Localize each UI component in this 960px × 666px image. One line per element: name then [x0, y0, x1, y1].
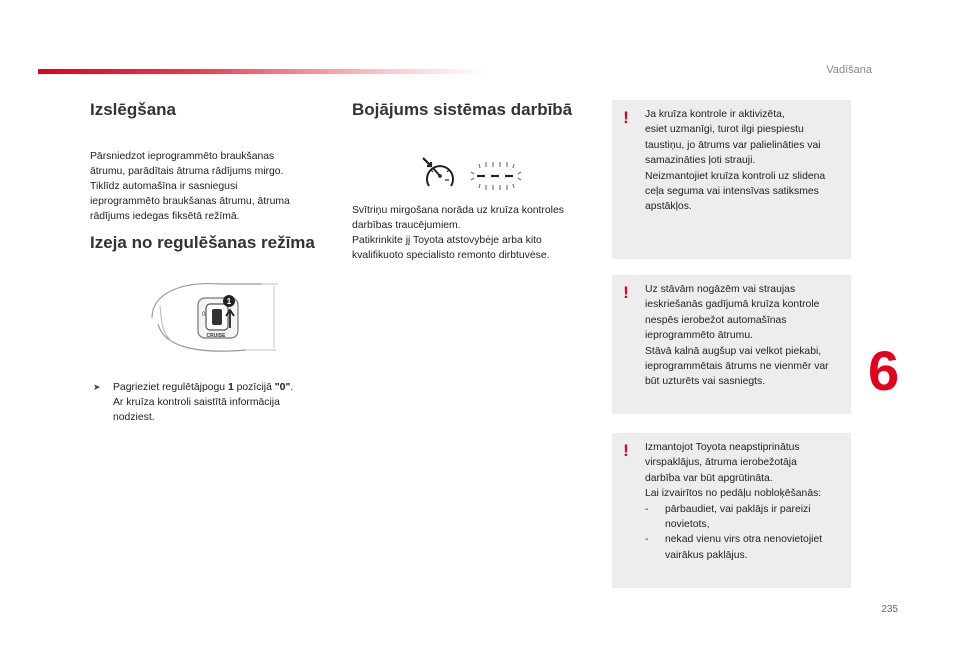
bullet-line: Ar kruīza kontroli saistītā informācija [113, 397, 280, 408]
lever-callout-number: 1 [226, 297, 232, 306]
warning-line: taustiņu, jo ātrums var palielināties vai [645, 139, 821, 151]
warning-line: esiet uzmanīgi, turot ilgi piespiestu [645, 124, 804, 136]
warning-line: ceļa seguma vai intensīvas satiksmes [645, 186, 819, 198]
chapter-title: Vadīšana [826, 64, 872, 76]
paragraph-line: Svītriņu mirgošana norāda uz kruīza kontroles [352, 205, 564, 216]
warning-exclamation-icon: ! [623, 108, 629, 127]
warning-line: Uz stāvām nogāzēm vai straujas [645, 284, 796, 295]
dash-item-line: pārbaudiet, vai paklājs ir pareizi [665, 503, 811, 515]
warning-line: virspaklājus, ātruma ierobežotāja [645, 457, 797, 469]
paragraph-line: darbības traucējumiem. [352, 220, 461, 231]
warning-exclamation-icon: ! [623, 441, 629, 460]
warning-line: Neizmantojiet kruīza kontroli uz slidena [645, 170, 826, 182]
section-heading-izslegsana: Izslēgšana [90, 100, 176, 119]
warning-line: būt uzturēts vai sasniegts. [645, 376, 766, 388]
paragraph-line: ieprogrammēto braukšanas ātrumu, ātruma [90, 196, 290, 207]
warning-line: Ja kruīza kontrole ir aktivizēta, [645, 109, 785, 120]
cruise-lever-illustration [150, 276, 280, 358]
warning-line: Lai izvairītos no pedāļu nobloķēšanās: [645, 488, 822, 500]
malfunction-paragraph [352, 203, 602, 263]
paragraph-line: kvalifikuoto specialisto remonto dirbtuvėse. [352, 250, 550, 261]
instruction-bullet [93, 380, 323, 425]
lever-position-zero: 0 [202, 312, 206, 318]
paragraph-line: Tiklīdz automašīna ir sasniegusi [90, 181, 238, 192]
dash-item-line: novietots, [665, 519, 710, 531]
warning-line: samazināties ļoti strauji. [645, 155, 756, 167]
page-number: 235 [881, 604, 898, 615]
dash-marker: - [645, 503, 649, 515]
cruise-label: CRUISE [206, 333, 226, 339]
arrow-bullet-icon: ➤ [93, 382, 101, 392]
header-accent-bar [38, 69, 488, 74]
warning-exclamation-icon: ! [623, 283, 629, 302]
paragraph-line: ātrumu, parādītais ātruma rādījums mirgo. [90, 166, 284, 177]
dash-list-item [645, 532, 849, 563]
warning-line: Izmantojot Toyota neapstiprinātus [645, 442, 800, 453]
paragraph-line: rādījums iedegas fiksētā režīmā. [90, 211, 240, 222]
warning-line: ieskriešanās gadījumā kruīza kontrole [645, 299, 820, 311]
warning-line: ieprogrammētais ātrums ne vienmēr var [645, 361, 829, 373]
dash-list-item [645, 502, 849, 533]
paragraph-line: Pārsniedzot ieprogrammēto braukšanas [90, 151, 275, 162]
chapter-number: 6 [868, 339, 900, 402]
warning-line: nespēs ierobežot automašīnas [645, 314, 787, 326]
speedometer-icon [427, 165, 453, 186]
warning-line: Stāvā kalnā augšup vai velkot piekabi, [645, 345, 822, 357]
warning-box-2 [612, 275, 851, 414]
section-heading-bojajums: Bojājums sistēmas darbībā [352, 100, 573, 119]
warning-box-3 [612, 433, 851, 588]
warning-line: darbība var būt apgrūtināta. [645, 472, 773, 484]
warning-line: ieprogrammēto ātrumu. [645, 330, 753, 342]
dash-item-line: vairākus paklājus. [665, 549, 748, 561]
bullet-line: nodziest. [113, 412, 155, 423]
paragraph-line: Patikrinkite jį Toyota atstovybėje arba kito [352, 235, 542, 246]
warning-box-1 [612, 100, 851, 259]
dash-item-line: nekad vienu virs otra nenovietojiet [665, 534, 823, 546]
dash-marker: - [645, 534, 649, 546]
warning-line: apstākļos. [645, 201, 692, 213]
section1-paragraph [90, 149, 330, 224]
flashing-dashes-indicator [471, 162, 521, 190]
bullet-first-line: Pagrieziet regulētājpogu 1 pozīcijā "0". [113, 382, 294, 393]
speedometer-warning-illustration [421, 156, 525, 192]
section-heading-izeja: Izeja no regulēšanas režīma [90, 233, 315, 252]
